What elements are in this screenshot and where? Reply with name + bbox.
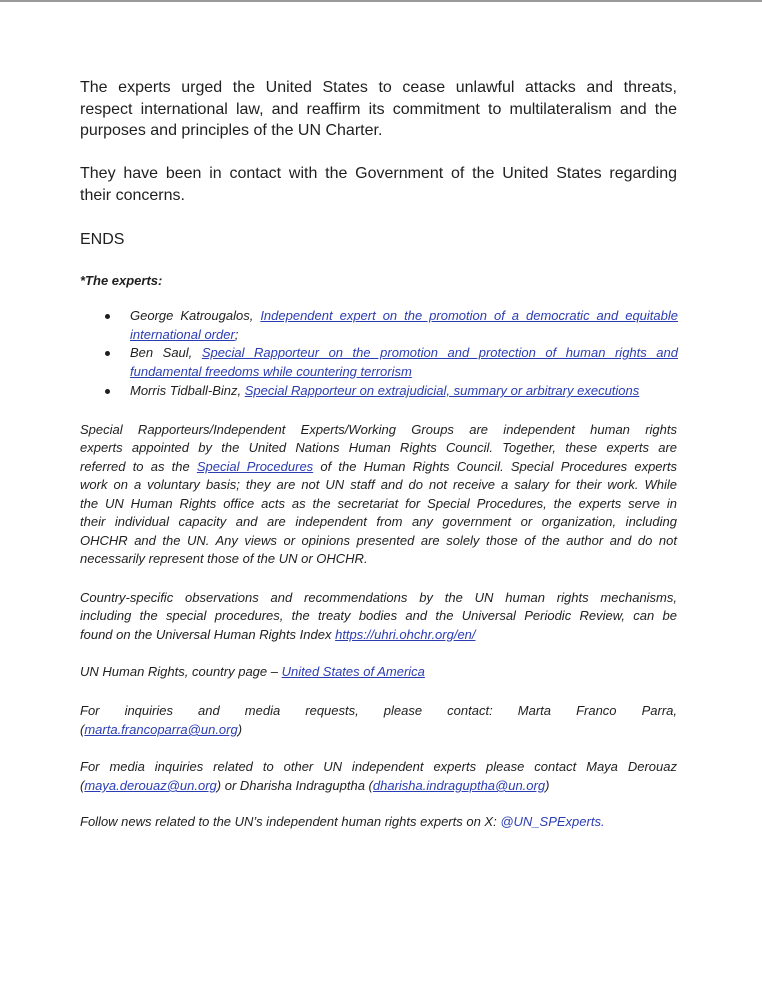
expert-name: George Katrougalos,	[130, 308, 261, 323]
x-handle-link[interactable]: @UN_SPExperts.	[500, 814, 605, 829]
media-paragraph	[80, 757, 677, 795]
text-line	[80, 813, 677, 832]
text-line	[130, 307, 678, 326]
text-line: the UN Human Rights office acts as the secretariat for Special Procedures, the experts serve in	[80, 495, 677, 511]
expert-title-link[interactable]: international order	[130, 326, 235, 342]
uhri-paragraph	[80, 589, 677, 644]
country-page-link[interactable]: United States of America	[281, 664, 425, 679]
text-segment: Follow news related to the UN’s independent human rights experts on X:	[80, 814, 501, 829]
expert-title-link[interactable]: Special Rapporteur on the promotion and protection of human rights and	[201, 345, 678, 360]
text-line: For media inquiries related to other UN independent experts please contact Maya Derouaz	[80, 759, 677, 774]
text-line	[130, 344, 678, 363]
text-line: The experts urged the United States to cease unlawful attacks and threats,	[80, 79, 677, 96]
text-line: They have been in contact with the Government of the United States regarding	[80, 165, 677, 182]
text-line: including the special procedures, the treaty bodies and the Universal Periodic Review, can be	[80, 608, 677, 624]
text-line: purposes and principles of the UN Charter.	[80, 122, 383, 139]
follow-line	[80, 813, 677, 832]
text-line: their individual capacity and are independent from any government or organization, including	[80, 514, 677, 530]
uhri-link[interactable]: https://uhri.ohchr.org/en/	[335, 626, 476, 642]
expert-title-link[interactable]: Special Rapporteur on extrajudicial, summary or arbitrary executions	[244, 383, 640, 398]
inquiries-paragraph	[80, 701, 677, 739]
text-line: Special Rapporteurs/Independent Experts/Working Groups are independent human rights	[80, 422, 677, 437]
text-line	[80, 663, 677, 682]
special-procedures-link[interactable]: Special Procedures	[196, 458, 314, 474]
text-line	[80, 458, 677, 476]
special-procedures-paragraph	[80, 421, 677, 569]
text-line: Country-specific observations and recommendations by the UN human rights mechanisms,	[80, 590, 677, 605]
text-line: OHCHR and the UN. Any views or opinions presented are solely those of the author and do not	[80, 532, 677, 548]
expert-title-link[interactable]: fundamental freedoms while countering terrorism	[130, 363, 412, 379]
bullet-icon	[105, 314, 110, 319]
ends-marker	[80, 229, 677, 251]
contact-paragraph	[80, 163, 677, 206]
text-line	[80, 626, 677, 644]
country-page-line	[80, 663, 677, 682]
text-line: work on a voluntary basis; they are not UN staff and do not receive a salary for their work. While	[80, 477, 677, 493]
text-segment: )	[237, 722, 243, 737]
expert-name: Ben Saul,	[130, 345, 202, 360]
text-segment: found on the Universal Human Rights Index	[80, 626, 336, 642]
text-line	[130, 363, 678, 382]
bullet-icon	[105, 389, 110, 394]
text-segment: referred to as the	[80, 458, 197, 474]
text-line: experts appointed by the United Nations Human Rights Council. Together, these experts are	[80, 440, 677, 456]
page-top-edge	[0, 0, 762, 2]
text-line: For inquiries and media requests, please contact: Marta Franco Parra,	[80, 703, 677, 718]
text-segment: ) or Dharisha Indraguptha (	[216, 778, 373, 793]
text-segment: (	[80, 722, 85, 737]
experts-heading: *The experts:	[80, 273, 163, 288]
text-line	[130, 326, 678, 345]
intro-paragraph	[80, 77, 677, 142]
text-line	[130, 382, 678, 401]
text-segment: of the Human Rights Council. Special Procedures experts	[313, 458, 677, 474]
text-segment: )	[545, 778, 550, 793]
text-segment: UN Human Rights, country page –	[80, 664, 282, 679]
text-line: their concerns.	[80, 186, 185, 204]
expert-title-link[interactable]: Independent expert on the promotion of a democratic and equitable	[260, 308, 678, 323]
text-segment: (	[80, 778, 85, 793]
text-line: respect international law, and reaffirm its commitment to multilateralism and the	[80, 100, 677, 118]
email-link[interactable]: maya.derouaz@un.org	[84, 778, 217, 793]
expert-suffix: ;	[234, 326, 239, 342]
expert-name: Morris Tidball-Binz,	[130, 383, 245, 398]
text-line	[80, 776, 677, 795]
bullet-icon	[105, 351, 110, 356]
email-link[interactable]: marta.francoparra@un.org	[84, 722, 238, 737]
text-line	[80, 720, 677, 739]
ends-text: ENDS	[80, 231, 125, 248]
email-link[interactable]: dharisha.indraguptha@un.org	[372, 778, 546, 793]
text-line: necessarily represent those of the UN or OHCHR.	[80, 551, 368, 567]
